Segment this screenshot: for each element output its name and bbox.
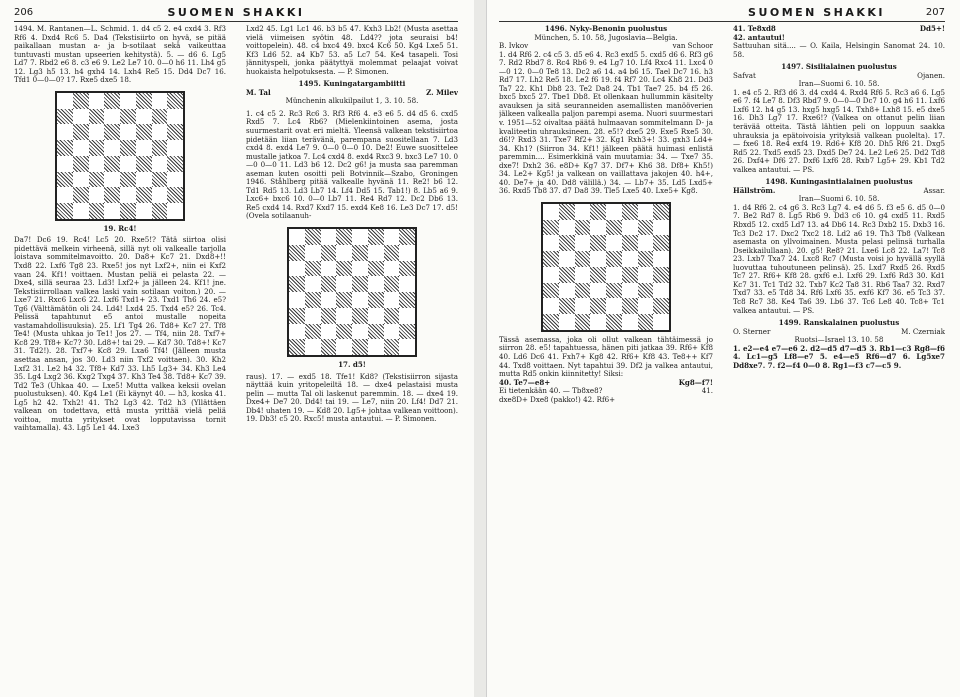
board-square: [336, 292, 352, 308]
board-square: [104, 172, 120, 188]
board-square: [73, 93, 89, 109]
board-square: [167, 140, 183, 156]
board-square: [89, 109, 105, 125]
board-square: [575, 251, 591, 267]
board-square: [559, 251, 575, 267]
board-square: [336, 229, 352, 245]
game-1496-source: Sattuuhan sitä.... — O. Kaila, Helsingin Sanomat 24. 10. 58.: [733, 41, 945, 59]
left-column-1: [14, 25, 226, 695]
board-square: [622, 220, 638, 236]
board-square: [575, 283, 591, 299]
board-square: [104, 203, 120, 219]
left-page-header: [14, 4, 458, 22]
board-square: [104, 109, 120, 125]
game-1499-black: M. Czerniak: [901, 326, 945, 336]
game-1494-ending: Lxd2 45. Lg1 Lc1 46. b3 b5 47. Kxh3 Lb2! (Musta asettaa vielä viimeisen syötin 48. Ld4?? jota seuraisi b4! voittopelein). 48. c4 bxc4 49. bxc4 Kc6 50. Kg4 Lxe5 51. Kf3 Ld6 52. a4 Kb7 53. a5 Lc7 54. Ke4 tasapeli. Tosi jännityspeli, jonka päätyttyä molemmat pelaajat voivat huokaista helpotuksesta. — P. Simonen.: [246, 25, 458, 76]
board-square: [559, 204, 575, 220]
book-gutter: [474, 0, 486, 697]
board-square: [622, 267, 638, 283]
board-square: [120, 140, 136, 156]
chess-diagram-2: [287, 227, 417, 357]
board-square: [638, 314, 654, 330]
chess-diagram-1: [55, 91, 185, 221]
game-1498-heading: 1498. Kuningasintialainen puolustus: [765, 177, 913, 187]
board-square: [305, 308, 321, 324]
board-square: [575, 235, 591, 251]
right-page-header: [499, 4, 945, 22]
board-square: [399, 324, 415, 340]
board-square: [622, 204, 638, 220]
board-square: [653, 204, 669, 220]
board-square: [167, 124, 183, 140]
board-square: [152, 140, 168, 156]
game-1496-black: van Schoor: [672, 41, 713, 51]
board-square: [590, 298, 606, 314]
board-square: [336, 245, 352, 261]
board-square: [167, 93, 183, 109]
board-square: [336, 308, 352, 324]
board-square: [336, 261, 352, 277]
board-square: [136, 93, 152, 109]
board-square: [120, 203, 136, 219]
board-square: [305, 292, 321, 308]
board-square: [543, 220, 559, 236]
board-square: [352, 229, 368, 245]
board-square: [104, 187, 120, 203]
board-square: [575, 298, 591, 314]
board-square: [653, 298, 669, 314]
board-square: [136, 140, 152, 156]
game-1498-text: 1. d4 Rf6 2. c4 g6 3. Rc3 Lg7 4. e4 d6 5. f3 e5 6. d5 0—0 7. Be2 Rd7 8. Lg5 Rb6 9. Dd3 c6 10. g4 cxd5 11. Rxd5 Rbxd5 12. cxd5 Ld7 13. a4 Db6 14. Rc3 Dxb2 15. Dxb3 16. Tc3 Dc2 17. Dxc2 Txc2 18. Ld2 a6 19. Th3 Tb8 (Valkean asemasta on yllvoimainen. Musta pelasi pelinsä turhalla Dseikkailullaan). 20. g5! Re8? 21. Lxe6 Lc8 22. La7! Tc8 23. Lxb7 Txa7 24. Lxc8 Rc7 (Musta voisi jo hyvällä syyllä luovuttaa tuhoutuneen pelinsä). 25. Lxd7 Rxd5 26. Rxd5 Tc7 27. Rf6+ Kf8 28. gxf6 e.l. Lxf6 29. Lxf6 Rd3 30. Kd1 Kc7 31. Tc1 Td2 32. Txb7 Kc2 Ta8 31. Rb6 Taa7 32. Rxd7 Txd7 33. e5 Td8 34. Rf6 Lxf6 35. exf6 Kf7 36. e5 Tc3 37. Tc8 Rc7 38. Ke4 Ta6 39. Lb6 37. Tc6 Le8 40. Tc8+ Tc1 valkea antautui. — PS.: [733, 202, 945, 315]
board-square: [638, 298, 654, 314]
left-page: [0, 0, 475, 697]
board-square: [336, 276, 352, 292]
board-square: [104, 93, 120, 109]
board-square: [321, 276, 337, 292]
board-square: [368, 324, 384, 340]
board-square: [352, 276, 368, 292]
game-1496-analysis: Tässä asemassa, joka oli ollut valkean tähtäimessä jo siirron 28. e5! tapahtuessa, hänen piti jatkaa 39. Rf6+ Kf8 40. Ld6 Dc6 41. Fxh7+ Kg8 42. Rf6+ Kf8 43. Te8++ Kf7 44. Txd8 voittaen. Nyt tapahtui 39. Df2 ja valkea antautui, mutta Rd5 onkin kiinnitetty! Siksi:: [499, 334, 713, 379]
right-column-2: [733, 25, 945, 695]
board-square: [73, 172, 89, 188]
board-square: [89, 93, 105, 109]
board-square: [606, 267, 622, 283]
board-square: [89, 124, 105, 140]
board-square: [384, 324, 400, 340]
board-square: [305, 339, 321, 355]
board-square: [368, 308, 384, 324]
board-square: [136, 124, 152, 140]
board-square: [638, 251, 654, 267]
game-1497-venue: Iran—Suomi 6. 10. 58.: [798, 79, 880, 89]
board-square: [321, 245, 337, 261]
board-square: [167, 203, 183, 219]
move-40-white: 40. Te7—e8+: [499, 377, 551, 387]
board-square: [559, 298, 575, 314]
board-square: [57, 156, 73, 172]
board-square: [89, 140, 105, 156]
board-square: [73, 203, 89, 219]
game-1499-venue: Ruotsi—Israel 13. 10. 58: [794, 335, 884, 345]
board-square: [575, 204, 591, 220]
board-square: [543, 235, 559, 251]
board-square: [152, 93, 168, 109]
board-square: [352, 339, 368, 355]
board-square: [73, 140, 89, 156]
game-1494-continuation: Da7! Dc6 19. Rc4! Lc5 20. Rxe5!? Tätä siirtoa olisi pidettävä melkein virheenä, sillä nyt oli valkealle tarjolla loistava sommitelmavoitto. 20. Da8+ Kc7 21. Dxd8+!! Txd8 22. Lxf6 Tg8 23. Rxe5! jos nyt Lxf2+, niin ei Kxf2 vaan 24. Kf1! voittaen. Mustan peliä ei pelasta 22. — Dxe4, sillä seuraa 23. Ld3! Lxf2+ ja jälleen 24. Kf1! jne. Tekstisiirrollaan valkea laski vain sotilaan voiton.) 20. — Lxe7 21. Rxc6 Lxc6 22. Lxf6 Txd1+ 23. Txd1 Th6 24. e5? Tg6 (Välttämätön oli 24. Ld4! Lxd4 25. Txd4 e5? 26. Tc4. Pelissä tapahtunut e5 antoi mustalle nopeita vastamahdollisuuksia). 25. Lf1 Tg4 26. Td8+ Kc7 27. Tf8 Te4! (Musta uhkaa jo Te1! Jos 27. — Tf4, niin 28. Txf7+ Kc8 29. Tf8+ Kc7? 30. Ld8+! tai 29. — Kd7 30. Td8+! Kc7 31. Td2!). 28. Txf7+ Kc8 29. Lxa6 Tf4! (Jälleen musta asettaa ansan, jos 30. Ld3 niin Txf2 voittaen). 30. Kh2 Lxf2 31. Le2 h4 32. Tf8+ Kd7 33. Lh5 Lg3+ 34. Kh3 Le4 35. Lg4 Lxg2 36. Kxg2 Txg4 37. Kh3 Te4 38. Td8+ Kc7 39. Td2 Te3 (Uhkaa 40. — Lxe5! Mutta valkea keksii ovelan puolustuksen). 40. Kg4 Le1 (Ei käynyt 40. — h3, koska 41. Lg5 h2 42. Txh2! 41. Th2 Lg3 42. Td2 h3 (Yllättäen valkean on todettava, että musta yrittää vielä peliä voittoa, mutta yritykset ovat lopputavissa tornit vaihtamalla). 43. Lg5 Le1 44. Lxe3: [14, 235, 226, 433]
game-1497-heading: 1497. Sisilialainen puolustus: [781, 62, 897, 72]
board-square: [590, 314, 606, 330]
move-note-right: 41.: [701, 386, 713, 396]
board-square: [57, 140, 73, 156]
board-square: [321, 324, 337, 340]
board-square: [590, 220, 606, 236]
game-1495-black: Z. Milev: [426, 87, 458, 97]
board-square: [653, 220, 669, 236]
left-column-2: [246, 25, 458, 695]
board-square: [352, 308, 368, 324]
board-square: [73, 124, 89, 140]
board-square: [321, 229, 337, 245]
game-1496-final-line: dxe8D+ Dxe8 (pakko!) 42. Rf6+: [499, 394, 616, 404]
board-square: [152, 172, 168, 188]
board-square: [57, 124, 73, 140]
board-square: [305, 261, 321, 277]
board-square: [352, 261, 368, 277]
board-square: [89, 156, 105, 172]
game-1498-black: Assar.: [923, 185, 945, 195]
board-square: [622, 283, 638, 299]
board-square: [120, 93, 136, 109]
board-square: [120, 109, 136, 125]
board-square: [384, 308, 400, 324]
board-square: [622, 235, 638, 251]
board-square: [653, 251, 669, 267]
board-square: [653, 267, 669, 283]
board-square: [57, 203, 73, 219]
board-square: [384, 276, 400, 292]
board-square: [73, 109, 89, 125]
board-square: [321, 261, 337, 277]
left-running-title: SUOMEN SHAKKI: [167, 6, 305, 19]
move-41-white: 41. Te8xd8: [733, 25, 776, 33]
board-square: [120, 187, 136, 203]
board-square: [305, 276, 321, 292]
board-square: [289, 261, 305, 277]
board-square: [622, 298, 638, 314]
board-square: [590, 204, 606, 220]
board-square: [559, 235, 575, 251]
game-1496-resign: 42. antautui!: [733, 32, 785, 42]
board-square: [653, 235, 669, 251]
board-square: [57, 109, 73, 125]
game-1495-text: 1. c4 c5 2. Rc3 Rc6 3. Rf3 Rf6 4. e3 e6 5. d4 d5 6. cxd5 Rxd5 7. Lc4 Rb6? (Mielenkiintoinen asema, josta suurmestarit ovat eri mieltä. Yleensä valkean tekstisiirtoa pidetään liian terävänä, parempana suositellaan 7. Ld3 cxd4 8. exd4 Le7 9. 0—0 0—0 10. De2! Euwe suosittelee mustalle jatkoa 7. Lc4 cxd4 8. exd4 Rxc3 9. bxc3 Le7 10. 0—0 0—0 11. Ld3 b6 12. Dc2 g6! ja musta saa paremman aseman kuten osoitti peli Botvinnik—Szabo, Groningen 1946. Ståhlberg pitää valkealle hyvänä 11. Re2! b6 12. Td1 Rd5 13. Ld3 Lb7 14. Lf4 Dd5 15. Tab1!) 8. Lb5 a6 9. Lxc6+ bxc6 10. 0—0 Lb7 11. Re4 Rd7 12. Dc2 Db6 13. Re5 cxd4 14. Rxd7 Kxd7 15. exd4 Ke8 16. Le3 Dc7 17. d5! (Ovela sotilaanuh-: [246, 108, 458, 221]
board-square: [352, 292, 368, 308]
board-square: [289, 245, 305, 261]
board-square: [305, 245, 321, 261]
board-square: [384, 292, 400, 308]
board-square: [305, 229, 321, 245]
board-square: [368, 276, 384, 292]
game-1496-white: B. Ivkov: [499, 41, 529, 51]
board-square: [104, 124, 120, 140]
board-square: [590, 251, 606, 267]
board-square: [57, 187, 73, 203]
board-square: [399, 229, 415, 245]
board-square: [590, 235, 606, 251]
board-square: [575, 267, 591, 283]
board-square: [120, 124, 136, 140]
board-square: [638, 283, 654, 299]
board-square: [167, 172, 183, 188]
board-square: [352, 324, 368, 340]
board-square: [543, 204, 559, 220]
board-square: [606, 314, 622, 330]
board-square: [73, 187, 89, 203]
game-1496-venue: München, 5. 10. 58, Jugoslavia—Belgia.: [534, 32, 678, 42]
right-column-1: [499, 25, 713, 695]
board-square: [152, 124, 168, 140]
game-1497-white: Safvat: [733, 70, 756, 80]
board-square: [136, 172, 152, 188]
board-square: [289, 292, 305, 308]
game-1495-venue: Münchenin alkukilpailut 1, 3. 10. 58.: [285, 96, 419, 106]
board-square: [289, 308, 305, 324]
game-1496-text: 1. d4 Rf6 2. c4 c5 3. d5 e6 4. Rc3 exd5 5. cxd5 d6 6. Rf3 g6 7. Rd2 Rbd7 8. Rc4 Rb6 9. e4 Lg7 10. Lf4 Rxc4 11. Lxc4 0—0 12. 0—0 Te8 13. Dc2 a6 14. a4 b6 15. Tael Dc7 16. h3 Rd7 17. Lh2 Re5 18. Le2 f6 19. f4 Rf7 20. Lc4 Kh8 21. Dd3 Ta7 22. Kh1 Db8 23. Te2 Da8 24. Tb1 Tae7 25. b4 f5 26. bxc5 bxc5 27. Tbe1 Db8. Et ollenkaan hullummin käsitelty avauksen ja sitä seuranneiden asemallisten manööverien jälkeen valkealla paljon parempi asema. Nuori suurmestari v. 1951—52 oivaltaa päätä hulmaavan sommitelmann D- ja kvaliteetin uhrauksineen. 28. e5!? dxe5 29. Exe5 Rxe5 30. d6!? Rxd3 31. Txe7 Rf2+ 32. Kg1 Rxh3+! 33. gxh3 Ld4+ 34. Kh1? (Siirron 34. Kf1! jälkeen päätä huimasi enlistä paremmin.... Esimerkkinä vain muutamia: 34. — Txe7 35. dxe7! Dxh2 36. e8D+ Kg7 37. Df7+ Kh6 38. Df8+ Kh5!) 34. Le2+ Kg5! ja valkean on vaillattava jakojen 40. h4+, 40. De7+ ja 40. Dd8 välillä.) 34. — Lb7+ 35. Ld5 Lxd5+ 36. Rxd5 Tb8 37. d7 Da8 39. Tle5 Lxe5 40. Lxe5+ Kg8.: [499, 49, 713, 196]
board-square: [368, 245, 384, 261]
right-running-title: SUOMEN SHAKKI: [748, 6, 885, 19]
board-square: [321, 308, 337, 324]
board-square: [167, 109, 183, 125]
board-square: [120, 156, 136, 172]
board-square: [543, 251, 559, 267]
board-square: [384, 245, 400, 261]
board-square: [368, 261, 384, 277]
board-square: [384, 229, 400, 245]
board-square: [368, 292, 384, 308]
board-square: [321, 339, 337, 355]
board-square: [336, 324, 352, 340]
game-1494-opening: 1494. M. Rantanen—L. Schmid. 1. d4 c5 2. e4 cxd4 3. Rf3 Rf6 4. Dxd4 Rc6 5. Da4 (Tekstisiirto on hyvä, se pitää paikallaan mustan a- ja b-sotilaat sekä vaikeuttaa tuntuvasti mustan upseerien kehitystä). 5. — d6 6. Lg5 Ld7 7. Rbd2 e6 8. c3 e6 9. Le2 Le7 10. 0—0 h6 11. Lh4 g5 12. Lg3 h5 13. h4 gxh4 14. Lxh4 Re5 15. Dd4 Dc7 16. Tfd1 0—0—0? 17. Rxe5 dxe5 18.: [14, 25, 226, 85]
board-square: [89, 187, 105, 203]
board-square: [57, 172, 73, 188]
board-square: [89, 172, 105, 188]
board-square: [622, 314, 638, 330]
right-header-rule: [499, 21, 945, 22]
board-square: [606, 283, 622, 299]
board-square: [384, 261, 400, 277]
board-square: [543, 314, 559, 330]
game-1495-ending: raus). 17. — exd5 18. Tfe1! Kd8? (Tekstisiirron sijasta näyttää kuin yritopeleiltä 18. — dxe4 pelastaisi musta pelin — mutta Tal oli laskenut paremmin. 18. — dxe4 19. Dxe4+ De7 20. Dd4! tai 19. — Le7, niin 20. Lf4! Dd7 21. Db4! uhaten 19. — Kd8 20. Lg5+ johtaa valkean voittoon). 19. Db3! c5 20. Rxc5! musta antautui. — P. Simonen.: [246, 371, 458, 424]
board-square: [606, 298, 622, 314]
board-square: [399, 308, 415, 324]
board-square: [152, 156, 168, 172]
board-square: [638, 220, 654, 236]
board-square: [559, 220, 575, 236]
board-square: [368, 229, 384, 245]
board-square: [57, 93, 73, 109]
diagram-2-caption: 17. d5!: [338, 360, 366, 370]
right-page: [486, 0, 960, 697]
move-41-black: Dd5+!: [919, 25, 945, 33]
move-40-black: Kg8—f7!: [678, 377, 713, 387]
board-square: [399, 292, 415, 308]
board-square: [543, 283, 559, 299]
board-square: [653, 314, 669, 330]
board-square: [575, 220, 591, 236]
board-square: [152, 203, 168, 219]
board-square: [399, 261, 415, 277]
game-1495-white: M. Tal: [246, 87, 271, 97]
board-square: [559, 283, 575, 299]
diagram-1-caption: 19. Rc4!: [103, 223, 137, 233]
board-square: [384, 339, 400, 355]
board-square: [352, 245, 368, 261]
game-1495-heading: 1495. Kuningatargambiitti: [298, 79, 406, 89]
board-square: [289, 324, 305, 340]
game-1499-text: 1. e2—e4 e7—e6 2. d2—d5 d7—d5 3. Rb1—c3 Rg8—f6 4. Lc1—g5 Lf8—e7 5. e4—e5 Rf6—d7 6. Lg5xe7 Dd8xe7. 7. f2—f4 0—0 8. Rg1—f3 c7—c5 9.: [733, 343, 945, 370]
board-square: [167, 187, 183, 203]
board-square: [575, 314, 591, 330]
board-square: [368, 339, 384, 355]
board-square: [89, 203, 105, 219]
game-1497-text: 1. e4 c5 2. Rf3 d6 3. d4 cxd4 4. Rxd4 Rf6 5. Rc3 a6 6. Lg5 e6 7. f4 Le7 8. Df3 Rbd7 9. 0—0—0 Dc7 10. g4 h6 11. Lxf6 Lxf6 12. h4 g5 13. hxg5 hxg5 14. Txh8+ Lxh8 15. e5 dxe5 16. Dh3 Lg7 17. Rxe6!? (Valkea on ottanut pelin liian terävää otteita. Tästä lähtien peli on loppuun saakka uhrauksia ja epätoivoisia yrityksiä valkean puolelta). 17. — fxe6 18. Re4 exf4 19. Rd6+ Kf8 20. Dh5 Rf6 21. Dxg5 Rd5 22. Txd5 exd5 23. Dxd5 De7 24. Le2 Le6 25. Dd2 Td8 26. Dxf4+ Df6 27. Dxf6 Lxf6 28. Rxb7 Lg5+ 29. Kb1 Td2 valkea antautui. — PS.: [733, 87, 945, 174]
board-square: [136, 187, 152, 203]
board-square: [136, 156, 152, 172]
board-square: [399, 276, 415, 292]
board-square: [638, 267, 654, 283]
board-square: [638, 204, 654, 220]
board-square: [152, 187, 168, 203]
board-square: [590, 283, 606, 299]
board-square: [321, 292, 337, 308]
move-note-left: Ei tietenkään 40. — Tb8xe8?: [499, 386, 603, 396]
board-square: [606, 204, 622, 220]
game-1498-white: Hällström.: [733, 185, 776, 195]
board-square: [543, 267, 559, 283]
board-square: [399, 245, 415, 261]
game-1497-black: Ojanen.: [917, 70, 945, 80]
game-1499-heading: 1499. Ranskalainen puolustus: [778, 318, 900, 328]
board-square: [73, 156, 89, 172]
board-square: [289, 276, 305, 292]
board-square: [590, 267, 606, 283]
board-square: [120, 172, 136, 188]
chess-diagram-3: [541, 202, 671, 332]
board-square: [104, 156, 120, 172]
board-square: [136, 203, 152, 219]
board-square: [606, 251, 622, 267]
right-page-number: 207: [925, 7, 945, 18]
board-square: [559, 314, 575, 330]
board-square: [167, 156, 183, 172]
board-square: [543, 298, 559, 314]
board-square: [289, 229, 305, 245]
game-1498-venue: Iran—Suomi 6. 10. 58.: [798, 194, 880, 204]
board-square: [653, 283, 669, 299]
board-square: [622, 251, 638, 267]
game-1499-white: O. Sterner: [733, 326, 771, 336]
board-square: [305, 324, 321, 340]
board-square: [289, 339, 305, 355]
board-square: [559, 267, 575, 283]
board-square: [136, 109, 152, 125]
board-square: [399, 339, 415, 355]
board-square: [104, 140, 120, 156]
left-header-rule: [14, 21, 458, 22]
board-square: [606, 220, 622, 236]
board-square: [336, 339, 352, 355]
board-square: [638, 235, 654, 251]
left-page-number: 206: [14, 7, 34, 18]
board-square: [606, 235, 622, 251]
game-1496-heading: 1496. Nyky-Benonin puolustus: [544, 25, 668, 33]
board-square: [152, 109, 168, 125]
